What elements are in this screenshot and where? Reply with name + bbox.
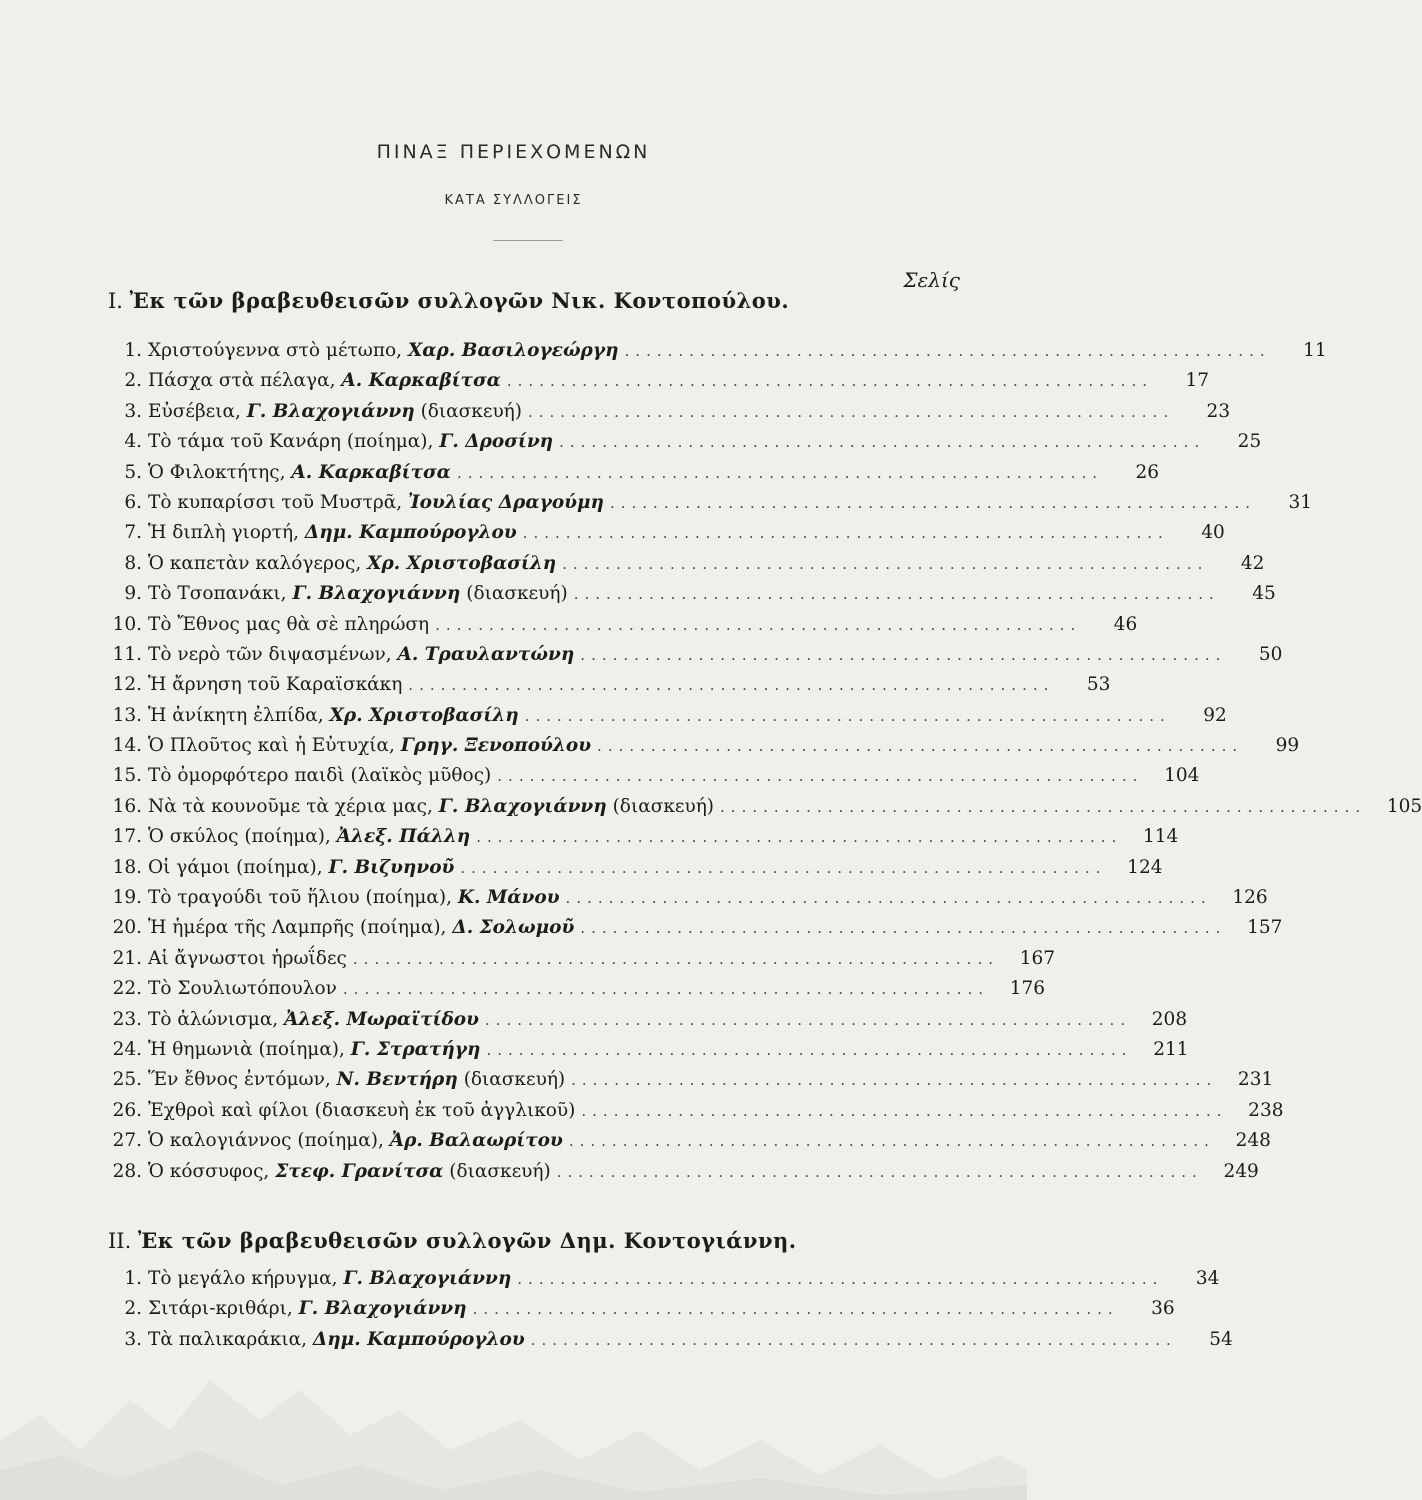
entry-author: Γ. Βλαχογιάννη	[298, 1298, 467, 1320]
entry-author: Γ. Βιζυηνοῦ	[328, 856, 455, 878]
entry-author: Α. Τραυλαντώνη	[397, 643, 575, 665]
entry-title-text: Αἱ ἄγνωστοι ἡρωΐδες	[148, 947, 347, 969]
dot-leader: ............................................................	[485, 1010, 1132, 1029]
entry-page-number: 124	[1127, 856, 1163, 878]
entry-number: 18.	[112, 856, 142, 878]
toc-entry	[100, 1160, 1259, 1191]
toc-entry	[100, 583, 1276, 613]
entry-note: (διασκευή)	[466, 583, 568, 605]
entry-page-number: 99	[1275, 735, 1300, 757]
toc-entry	[100, 1069, 1274, 1099]
dot-leader: ............................................................	[562, 554, 1209, 573]
section-roman: I.	[108, 289, 123, 313]
entry-title	[148, 705, 519, 726]
entry-number: 16.	[112, 795, 142, 817]
entry-author: Α. Καρκαβίτσα	[291, 461, 451, 483]
entry-title	[148, 948, 347, 969]
dot-leader: ............................................................	[580, 645, 1227, 664]
entry-author: Δημ. Καμπούρογλου	[312, 1328, 525, 1350]
entry-note: (διασκευή)	[449, 1160, 551, 1182]
section-heading-text: Ἐκ τῶν βραβευθεισῶν συλλογῶν Νικ. Κοντοπούλου.	[129, 288, 790, 313]
entry-page-number: 105	[1386, 795, 1422, 817]
entry-number: 24.	[112, 1038, 142, 1060]
entry-author: Δ. Σολωμοῦ	[452, 917, 575, 939]
entry-title	[148, 978, 337, 999]
entry-title	[148, 1161, 551, 1182]
entry-title	[148, 1298, 467, 1319]
entry-title-text: Εὐσέβεια,	[148, 400, 241, 422]
entry-page-number: 249	[1223, 1160, 1259, 1182]
entry-title-text: Τὰ παλικαράκια,	[148, 1328, 307, 1350]
page-column-label: Σελίς	[903, 268, 960, 292]
toc-entry	[100, 826, 1179, 856]
entry-title	[148, 887, 560, 908]
entry-title-text: Σιτάρι-κριθάρι,	[148, 1298, 293, 1320]
dot-leader: ............................................................	[565, 889, 1212, 908]
entry-number: 14.	[112, 735, 142, 757]
dot-leader: ............................................................	[435, 615, 1082, 634]
dot-leader: ............................................................	[573, 585, 1220, 604]
toc-entry	[100, 1038, 1189, 1069]
dot-leader: ............................................................	[580, 919, 1227, 938]
entry-title-text: Τὸ νερὸ τῶν διψασμένων,	[148, 643, 392, 665]
toc-entry	[100, 643, 1283, 674]
entry-number: 13.	[112, 704, 142, 726]
dot-leader: ............................................................	[506, 372, 1153, 391]
toc-entry	[100, 370, 1209, 400]
dot-leader: ............................................................	[559, 433, 1206, 452]
entry-number: 26.	[112, 1099, 142, 1121]
toc-entry	[100, 552, 1265, 583]
entry-title	[148, 583, 568, 604]
entry-page-number: 157	[1247, 917, 1283, 939]
dot-leader: ............................................................	[524, 706, 1171, 725]
entry-author: Γ. Δροσίνη	[439, 431, 554, 453]
entry-title	[148, 796, 714, 817]
entry-author: Γ. Βλαχογιάννη	[343, 1268, 512, 1289]
entry-title-text: Ὁ Πλοῦτος καὶ ἡ Εὐτυχία,	[148, 735, 395, 757]
entry-title-text: Τὸ ὀμορφότερο παιδὶ (λαϊκὸς μῦθος)	[148, 765, 492, 787]
entry-title	[148, 1069, 565, 1090]
toc-entry	[100, 704, 1227, 735]
entry-number: 28.	[112, 1160, 142, 1182]
entry-page-number: 104	[1164, 765, 1200, 787]
dot-leader: ............................................................	[556, 1162, 1203, 1181]
entry-number: 27.	[112, 1130, 142, 1152]
entry-page-number: 231	[1237, 1069, 1274, 1091]
entry-title-text: Ὁ κόσσυφος,	[148, 1160, 270, 1182]
entry-title-text: Τὸ ἁλώνισμα,	[148, 1008, 279, 1030]
page-subtitle: ΚΑΤΑ ΣΥΛΛΟΓΕΙΣ	[444, 193, 583, 208]
entry-author: Ἀρ. Βαλαωρίτου	[389, 1130, 563, 1152]
entry-number: 15.	[112, 765, 142, 787]
entry-note: (διασκευή)	[612, 795, 715, 817]
entry-page-number: 53	[1086, 674, 1111, 696]
mountain-watermark	[0, 1320, 1027, 1500]
dot-leader: ............................................................	[530, 1330, 1177, 1349]
entry-title	[148, 917, 574, 938]
entry-title	[148, 431, 553, 452]
entry-number: 23.	[112, 1008, 142, 1030]
toc-entry	[100, 765, 1200, 795]
dot-leader: ............................................................	[408, 676, 1055, 695]
entry-number: 20.	[112, 917, 142, 939]
entry-author: Ἰουλίας Δραγούμη	[408, 491, 604, 513]
entry-title-text: Ὁ καπετὰν καλόγερος,	[148, 552, 362, 574]
section-entries-1	[100, 340, 1422, 1191]
dot-leader: ............................................................	[460, 858, 1107, 877]
page-title: ΠΙΝΑΞ ΠΕΡΙΕΧΟΜΕΝΩΝ	[376, 141, 651, 163]
dot-leader: ............................................................	[352, 949, 999, 968]
entry-page-number: 25	[1237, 431, 1262, 453]
entry-title-text: Τὸ Σουλιωτόπουλον	[148, 978, 337, 1000]
entry-page-number: 17	[1185, 370, 1209, 392]
entry-note: (διασκευή)	[420, 400, 522, 422]
entry-page-number: 238	[1248, 1099, 1284, 1121]
entry-title-text: Πάσχα στὰ πέλαγα,	[148, 370, 336, 392]
entry-title-text: Ὁ Φιλοκτήτης,	[148, 461, 286, 483]
entry-title-text: Τὸ κυπαρίσσι τοῦ Μυστρᾶ,	[148, 491, 403, 513]
dot-leader: ............................................................	[456, 463, 1104, 482]
entry-number: 1.	[124, 1268, 142, 1289]
entry-number: 3.	[124, 1328, 142, 1350]
entry-number: 3.	[124, 400, 142, 422]
entry-page-number: 167	[1019, 947, 1055, 969]
entry-title	[148, 674, 402, 695]
entry-title	[148, 1039, 480, 1060]
entry-title-text: Οἱ γάμοι (ποίημα),	[148, 856, 323, 878]
entry-title-text: Χριστούγεννα στὸ μέτωπο,	[148, 340, 403, 361]
toc-entry	[100, 978, 1046, 1008]
entry-author: Γ. Βλαχογιάννη	[292, 583, 461, 605]
dot-leader: ............................................................	[342, 980, 990, 999]
entry-page-number: 92	[1203, 704, 1227, 726]
entry-number: 6.	[124, 491, 142, 513]
entry-title-text: Ἐχθροὶ καὶ φίλοι (διασκευὴ ἐκ τοῦ ἀγγλικοῦ)	[148, 1099, 576, 1121]
entry-page-number: 26	[1135, 461, 1160, 483]
dot-leader: ............................................................	[522, 524, 1169, 543]
entry-number: 22.	[112, 978, 142, 1000]
entry-title-text: Τὸ Τσοπανάκι,	[148, 583, 287, 605]
entry-number: 11.	[112, 643, 142, 665]
entry-number: 2.	[124, 370, 142, 392]
entry-title	[148, 1268, 511, 1289]
toc-entry	[100, 491, 1313, 522]
dot-leader: ............................................................	[624, 342, 1271, 360]
entry-number: 1.	[124, 340, 142, 361]
entry-number: 9.	[124, 583, 142, 605]
entry-title	[148, 644, 574, 665]
entry-number: 8.	[124, 552, 142, 574]
dot-leader: ............................................................	[476, 828, 1123, 847]
entry-author: Ἀλεξ. Μωραϊτίδου	[284, 1008, 479, 1030]
toc-entry	[100, 1130, 1271, 1160]
toc-entry	[100, 1268, 1220, 1298]
toc-entry	[100, 674, 1111, 704]
entry-page-number: 114	[1143, 826, 1179, 848]
entry-page-number: 248	[1235, 1130, 1271, 1152]
toc-entry	[100, 887, 1268, 917]
dot-leader: ............................................................	[581, 1101, 1228, 1120]
section-heading-2	[108, 1228, 968, 1253]
entry-number: 5.	[124, 461, 142, 483]
entry-title	[148, 462, 451, 483]
entry-page-number: 42	[1240, 552, 1265, 574]
entry-page-number: 34	[1195, 1268, 1220, 1289]
toc-entry	[100, 1008, 1188, 1039]
entry-author: Κ. Μάνου	[457, 887, 560, 909]
entry-page-number: 40	[1201, 522, 1225, 544]
entry-number: 4.	[124, 431, 142, 453]
entry-title	[148, 857, 454, 878]
entry-number: 7.	[124, 522, 142, 544]
entry-author: Χαρ. Βασιλογεώργη	[407, 340, 619, 361]
entry-number: 2.	[124, 1298, 142, 1320]
entry-author: Γρηγ. Ξενοπούλου	[400, 735, 592, 757]
entry-title-text: Ὁ καλογιάννος (ποίημα),	[148, 1130, 384, 1152]
dot-leader: ............................................................	[472, 1300, 1119, 1319]
entry-author: Χρ. Χριστοβασίλη	[329, 704, 519, 726]
entry-page-number: 11	[1303, 340, 1327, 361]
entry-number: 25.	[112, 1069, 142, 1091]
entry-title	[148, 765, 491, 786]
entry-title-text: Ὁ σκύλος (ποίημα),	[148, 826, 331, 848]
section-roman: II.	[108, 1229, 132, 1253]
toc-entry	[100, 613, 1138, 644]
entry-title-text: Τὸ τάμα τοῦ Κανάρη (ποίημα),	[148, 431, 434, 453]
entry-author: Χρ. Χριστοβασίλη	[367, 552, 557, 574]
entry-title	[148, 735, 591, 756]
dot-leader: ............................................................	[497, 767, 1144, 786]
entry-page-number: 45	[1252, 583, 1276, 605]
toc-entry	[100, 917, 1283, 947]
entry-title	[148, 401, 522, 422]
dot-leader: ............................................................	[528, 402, 1175, 421]
entry-title-text: Τὸ Ἔθνος μας θὰ σὲ πληρώση	[148, 613, 430, 635]
entry-title-text: Ἡ ἀνίκητη ἐλπίδα,	[148, 704, 324, 726]
entry-title	[148, 370, 501, 391]
entry-number: 19.	[112, 887, 142, 909]
entry-title-text: Ἡ θημωνιὰ (ποίημα),	[148, 1038, 345, 1060]
dot-leader: ............................................................	[568, 1132, 1215, 1151]
entry-title	[148, 553, 556, 574]
entry-author: Γ. Βλαχογιάννη	[246, 400, 415, 422]
dot-leader: ............................................................	[597, 737, 1244, 756]
entry-title-text: Τὸ μεγάλο κήρυγμα,	[148, 1268, 338, 1289]
entry-title	[148, 522, 517, 543]
entry-title	[148, 826, 470, 847]
entry-title-text: Νὰ τὰ κουνοῦμε τὰ χέρια μας,	[148, 795, 433, 817]
section-heading-1	[108, 288, 968, 313]
entry-title	[148, 1130, 563, 1151]
entry-title	[148, 492, 604, 513]
toc-entry	[100, 947, 1055, 978]
entry-page-number: 31	[1288, 491, 1313, 513]
title-divider	[493, 240, 563, 241]
dot-leader: ............................................................	[571, 1071, 1218, 1090]
entry-author: Α. Καρκαβίτσα	[341, 370, 501, 392]
dot-leader: ............................................................	[517, 1270, 1164, 1288]
entry-title-text: Ἡ διπλὴ γιορτή,	[148, 522, 299, 544]
entry-page-number: 126	[1232, 887, 1268, 909]
toc-entry	[100, 400, 1231, 431]
entry-title-text: Ἕν ἔθνος ἐντόμων,	[148, 1069, 331, 1091]
entry-author: Γ. Βλαχογιάννη	[438, 795, 607, 817]
entry-title	[148, 1009, 479, 1030]
dot-leader: ............................................................	[486, 1040, 1133, 1059]
entry-page-number: 36	[1151, 1298, 1175, 1320]
toc-entry	[100, 1099, 1284, 1130]
entry-author: Δημ. Καμπούρογλου	[304, 522, 517, 544]
entry-title-text: Τὸ τραγούδι τοῦ ἥλιου (ποίημα),	[148, 887, 452, 909]
entry-author: Γ. Στρατήγη	[350, 1038, 481, 1060]
entry-title	[148, 614, 429, 635]
toc-entry	[100, 340, 1327, 370]
toc-entry	[100, 431, 1262, 461]
entry-page-number: 211	[1153, 1038, 1189, 1060]
entry-title	[148, 340, 619, 361]
entry-number: 17.	[112, 826, 142, 848]
toc-entry	[100, 522, 1225, 552]
entry-note: (διασκευή)	[463, 1069, 566, 1091]
entry-author: Ν. Βεντήρη	[336, 1069, 458, 1091]
entry-page-number: 46	[1113, 613, 1138, 635]
entry-page-number: 208	[1151, 1008, 1188, 1030]
entry-number: 21.	[112, 947, 142, 969]
section-heading-text: Ἐκ τῶν βραβευθεισῶν συλλογῶν Δημ. Κοντογιάννη.	[137, 1228, 797, 1253]
entry-number: 12.	[112, 674, 142, 696]
entry-number: 10.	[112, 613, 142, 635]
entry-page-number: 50	[1258, 643, 1283, 665]
entry-title	[148, 1100, 575, 1121]
entry-title-text: Ἡ ἡμέρα τῆς Λαμπρῆς (ποίημα),	[148, 917, 447, 939]
toc-entry	[100, 461, 1160, 492]
dot-leader: ............................................................	[609, 493, 1257, 512]
toc-entry	[100, 795, 1422, 826]
toc-entry	[100, 856, 1163, 887]
entry-author: Ἀλεξ. Πάλλη	[336, 826, 471, 848]
entry-page-number: 176	[1009, 978, 1046, 1000]
entry-page-number: 54	[1209, 1328, 1233, 1350]
toc-entry	[100, 735, 1300, 765]
dot-leader: ............................................................	[720, 797, 1367, 816]
entry-title-text: Ἡ ἄρνηση τοῦ Καραϊσκάκη	[148, 674, 403, 696]
entry-page-number: 23	[1206, 400, 1231, 422]
entry-author: Στεφ. Γρανίτσα	[275, 1160, 444, 1182]
